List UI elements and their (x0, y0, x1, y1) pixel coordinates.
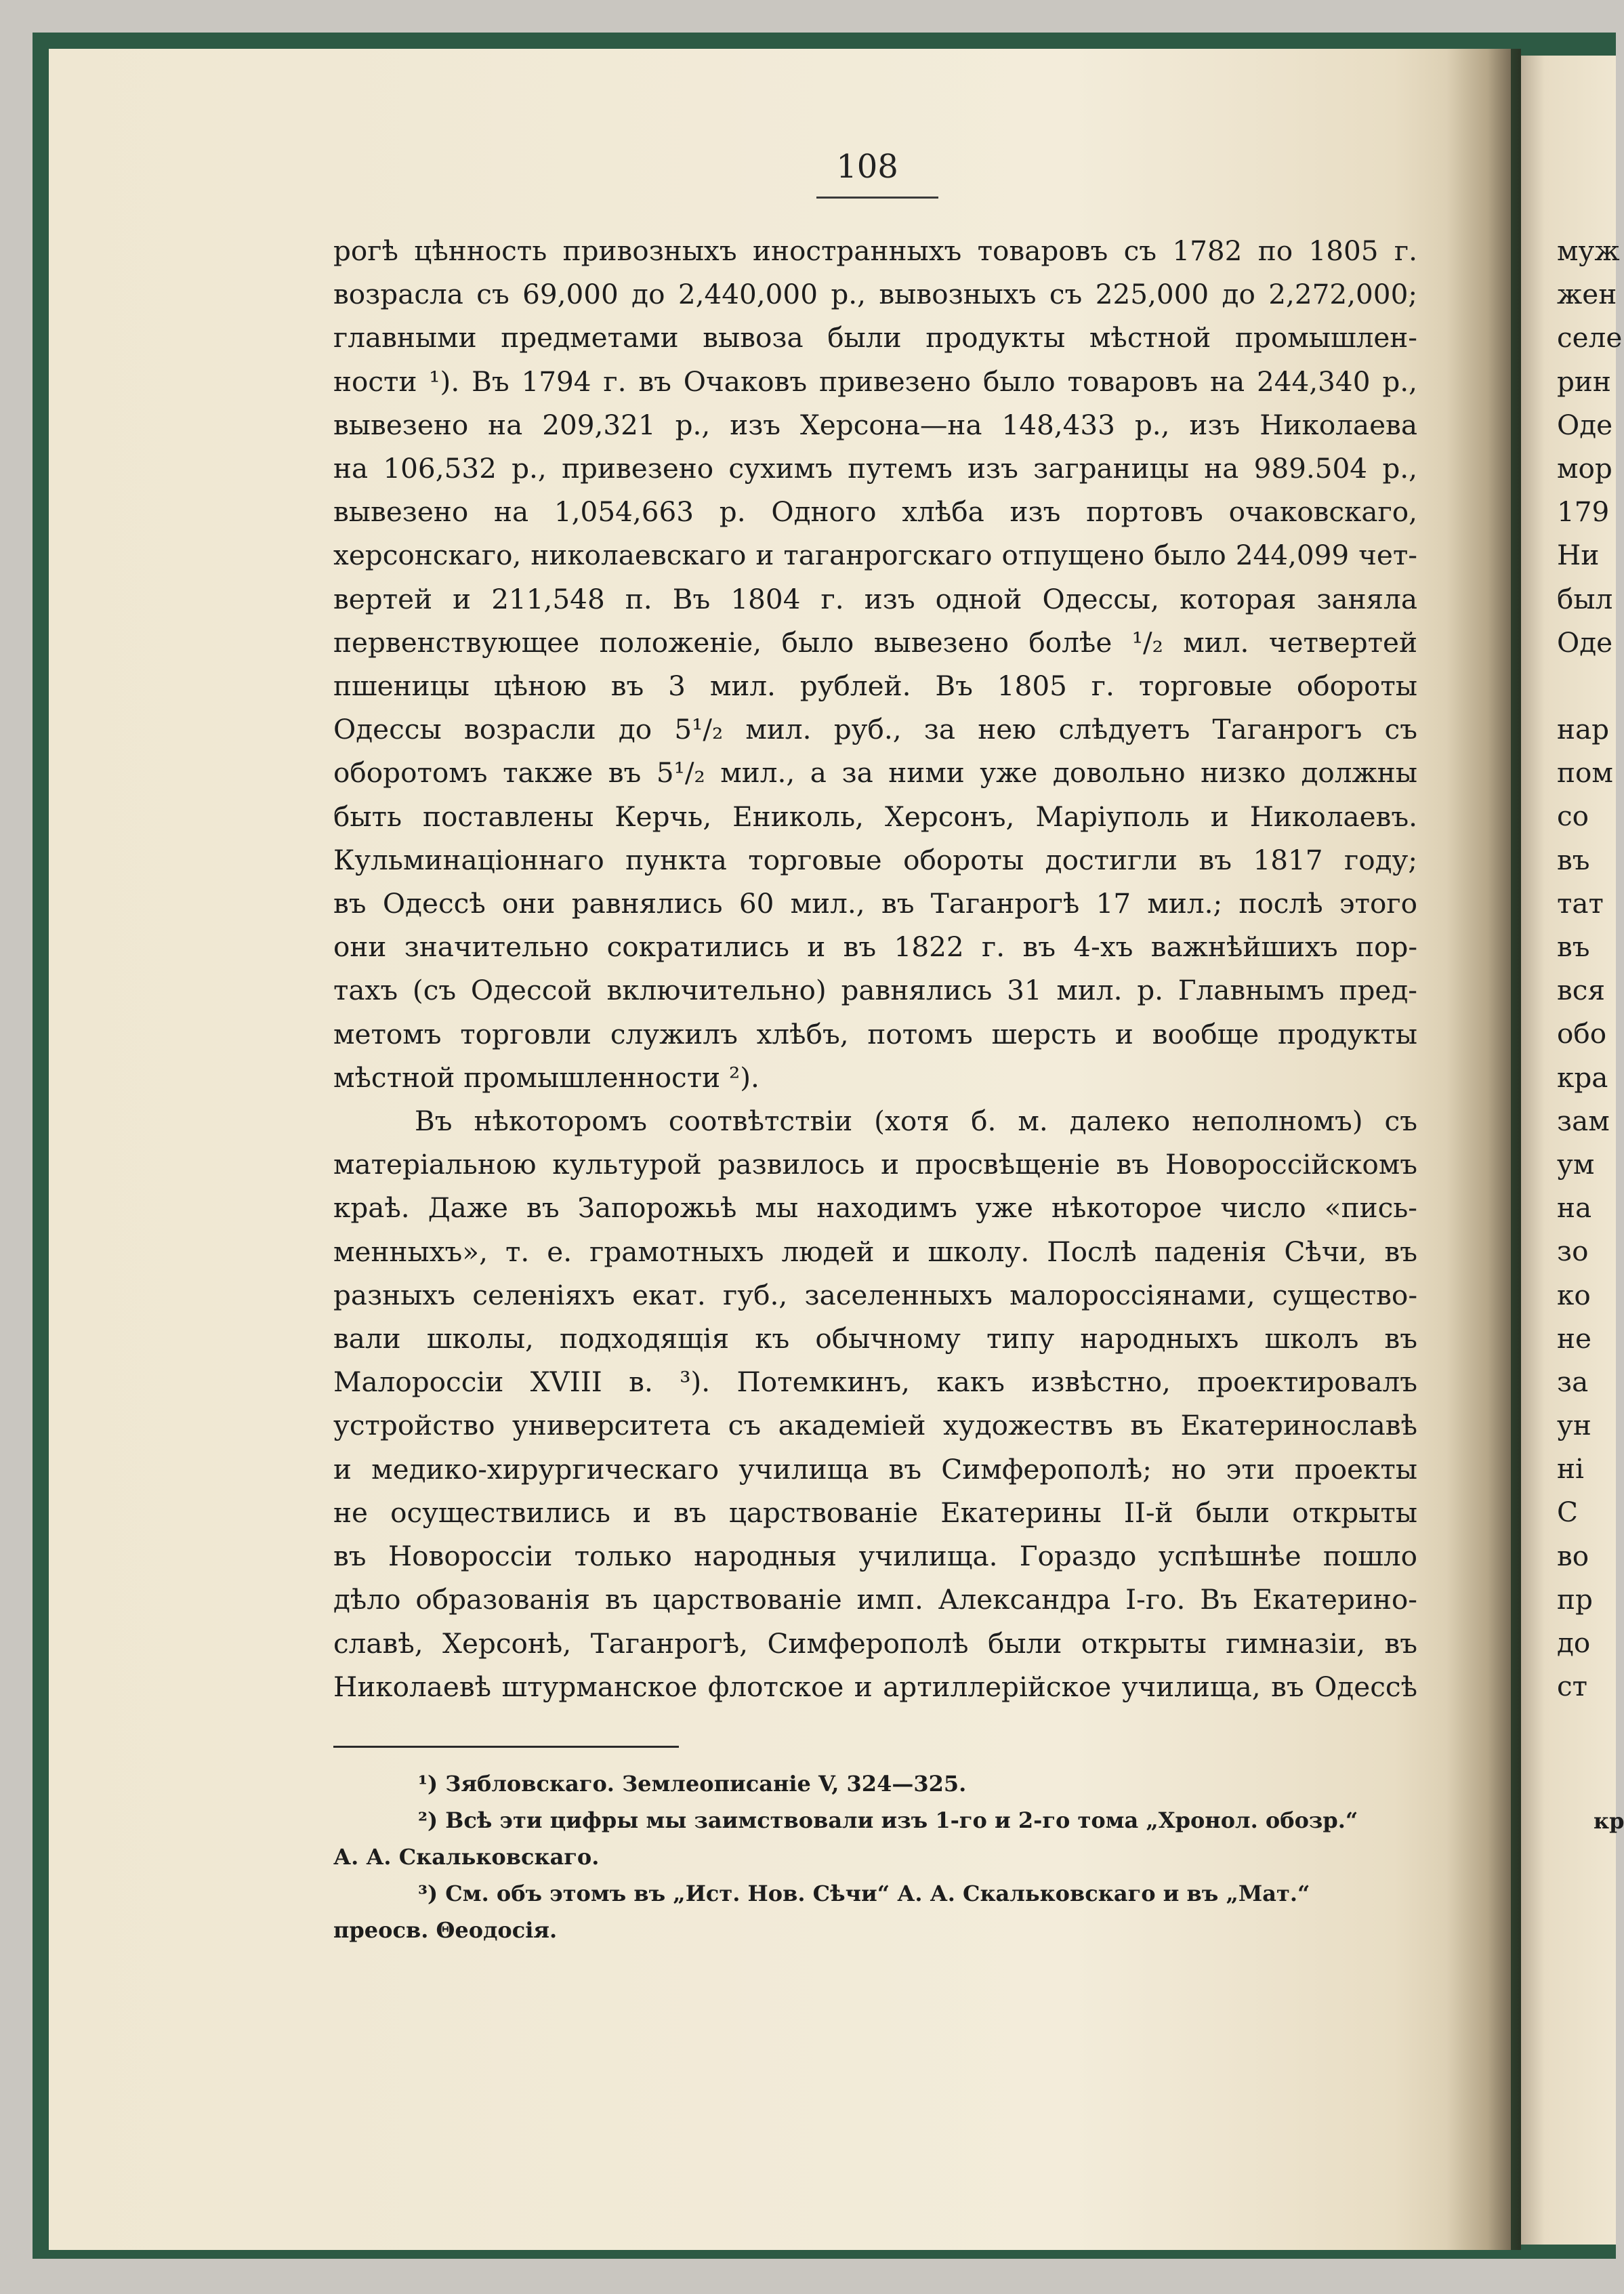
right-fragment: не (1557, 1322, 1591, 1355)
book-gutter (1446, 49, 1521, 2250)
right-fragment: въ (1557, 843, 1590, 876)
right-fragment: муж (1557, 234, 1620, 267)
right-fragment: вся (1557, 974, 1606, 1007)
right-fragment: жен (1557, 278, 1617, 311)
footnote: ³) См. объ этомъ въ „Ист. Нов. Сѣчи“ А. А. Скальковскаго и въ „Мат.“ (418, 1881, 1310, 1906)
text-line: быть поставлены Керчь, Ениколь, Херсонъ, Маріуполь и Николаевъ. (333, 800, 1417, 833)
right-fragment: со (1557, 800, 1589, 833)
text-line: вывезено на 1,054,663 р. Одного хлѣба изъ портовъ очаковскаго, (333, 495, 1417, 529)
text-line: херсонскаго, николаевскаго и таганрогскаго отпущено было 244,099 чет- (333, 539, 1417, 572)
right-fragment: тат (1557, 886, 1604, 920)
right-footnote-fragment: кр (1594, 1808, 1624, 1834)
text-line: тахъ (съ Одессой включительно) равнялись 31 мил. р. Главнымъ пред- (333, 974, 1417, 1007)
text-line: вертей и 211,548 п. Въ 1804 г. изъ одной Одессы, которая заняла (333, 582, 1417, 615)
right-fragment: ст (1557, 1670, 1588, 1703)
right-fragment: ун (1557, 1409, 1591, 1442)
page-number-rule (816, 197, 938, 199)
right-fragment: пр (1557, 1582, 1593, 1616)
text-line: Малороссіи XVIII в. ³). Потемкинъ, какъ извѣстно, проектировалъ (333, 1366, 1417, 1399)
right-fragment: за (1557, 1365, 1589, 1398)
right-fragment: мор (1557, 451, 1612, 485)
text-line: въ Новороссіи только народныя училища. Гораздо успѣшнѣе пошло (333, 1540, 1417, 1573)
text-line: устройство университета съ академіей художествъ въ Екатеринославѣ (333, 1409, 1417, 1442)
right-page-text (1557, 229, 1623, 1708)
text-line: славѣ, Херсонѣ, Таганрогѣ, Симферополѣ были открыты гимназіи, въ (333, 1626, 1417, 1660)
text-line: дѣло образованія въ царствованіе имп. Александра I-го. Въ Екатерино- (333, 1583, 1417, 1616)
right-fragment: нар (1557, 713, 1610, 746)
right-fragment: во (1557, 1539, 1589, 1572)
right-fragment: зо (1557, 1235, 1589, 1268)
text-line: менныхъ», т. е. грамотныхъ людей и школу. Послѣ паденія Сѣчи, въ (333, 1235, 1417, 1268)
right-fragment (1557, 664, 1616, 708)
text-line: метомъ торговли служилъ хлѣбъ, потомъ шерсть и вообще продукты (333, 1017, 1417, 1050)
right-fragment: Оде (1557, 408, 1613, 441)
text-line: не осуществились и въ царствованіе Екатерины II-й были открыты (333, 1496, 1417, 1529)
text-line: мѣстной промышленности ²). (333, 1061, 759, 1094)
right-fragment: 179 (1557, 495, 1610, 529)
footnote-continuation: А. А. Скальковскаго. (333, 1844, 600, 1870)
right-fragment: С (1557, 1496, 1578, 1529)
text-line: вывезено на 209,321 р., изъ Херсона—на 148,433 р., изъ Николаева (333, 408, 1417, 441)
right-fragment: Оде (1557, 626, 1613, 659)
text-line: матеріальною культурой развилось и просвѣщеніе въ Новороссійскомъ (333, 1148, 1417, 1181)
text-line: въ Одессѣ они равнялись 60 мил., въ Таганрогѣ 17 мил.; послѣ этого (333, 887, 1417, 920)
page-number: 108 (836, 148, 898, 186)
text-line: они значительно сократились и въ 1822 г. въ 4-хъ важнѣйшихъ пор- (333, 930, 1417, 964)
text-line: на 106,532 р., привезено сухимъ путемъ изъ заграницы на 989.504 р., (333, 452, 1417, 485)
text-line: и медико-хирургическаго училища въ Симферополѣ; но эти проекты (333, 1452, 1417, 1486)
text-line: ности ¹). Въ 1794 г. въ Очаковъ привезено было товаровъ на 244,340 р., (333, 365, 1417, 398)
footnote-rule (333, 1746, 679, 1748)
right-fragment: рин (1557, 365, 1611, 398)
body-text (333, 229, 1417, 1708)
text-line: оборотомъ также въ 5¹/₂ мил., а за ними уже довольно низко должны (333, 756, 1417, 790)
text-line: Въ нѣкоторомъ соотвѣтствіи (хотя б. м. далеко неполномъ) съ (415, 1105, 1417, 1138)
text-line: пшеницы цѣною въ 3 мил. рублей. Въ 1805 г. торговые обороты (333, 670, 1417, 703)
text-line: возрасла съ 69,000 до 2,440,000 р., вывозныхъ съ 225,000 до 2,272,000; (333, 278, 1417, 311)
text-line: Кульминаціоннаго пункта торговые обороты достигли въ 1817 году; (333, 843, 1417, 876)
right-fragment: Ни (1557, 539, 1600, 572)
text-line: краѣ. Даже въ Запорожьѣ мы находимъ уже нѣкоторое число «пись- (333, 1191, 1417, 1225)
footnote: ¹) Зябловскаго. Землеописаніе V, 324—325. (418, 1771, 967, 1797)
footnote-continuation: преосв. Θеодосія. (333, 1917, 558, 1943)
right-fragment: был (1557, 582, 1613, 615)
text-line: Одессы возрасли до 5¹/₂ мил. руб., за нею слѣдуетъ Таганрогъ съ (333, 713, 1417, 746)
right-fragment: въ (1557, 930, 1590, 963)
right-fragment: на (1557, 1191, 1592, 1225)
right-fragment: пом (1557, 756, 1613, 790)
text-line: вали школы, подходящія къ обычному типу народныхъ школъ въ (333, 1322, 1417, 1355)
footnotes (333, 1765, 1417, 1948)
text-line: первенствующее положеніе, было вывезено болѣе ¹/₂ мил. четвертей (333, 626, 1417, 659)
text-line: Николаевѣ штурманское флотское и артиллерійское училища, въ Одессѣ (333, 1670, 1417, 1703)
right-fragment: ко (1557, 1278, 1591, 1311)
right-fragment: ні (1557, 1452, 1584, 1486)
right-fragment: ум (1557, 1147, 1595, 1181)
right-fragment: зам (1557, 1104, 1610, 1137)
right-fragment: до (1557, 1626, 1591, 1659)
right-fragment: селе (1557, 321, 1623, 354)
footnote: ²) Всѣ эти цифры мы заимствовали изъ 1-го и 2-го тома „Хронол. обозр.“ (418, 1807, 1358, 1833)
text-line: главными предметами вывоза были продукты мѣстной промышлен- (333, 321, 1417, 354)
right-fragment: обо (1557, 1017, 1607, 1050)
text-line: рогѣ цѣнность привозныхъ иностранныхъ товаровъ съ 1782 по 1805 г. (333, 234, 1417, 267)
right-fragment: кра (1557, 1061, 1608, 1094)
text-line: разныхъ селеніяхъ екат. губ., заселенныхъ малороссіянами, существо- (333, 1278, 1417, 1311)
